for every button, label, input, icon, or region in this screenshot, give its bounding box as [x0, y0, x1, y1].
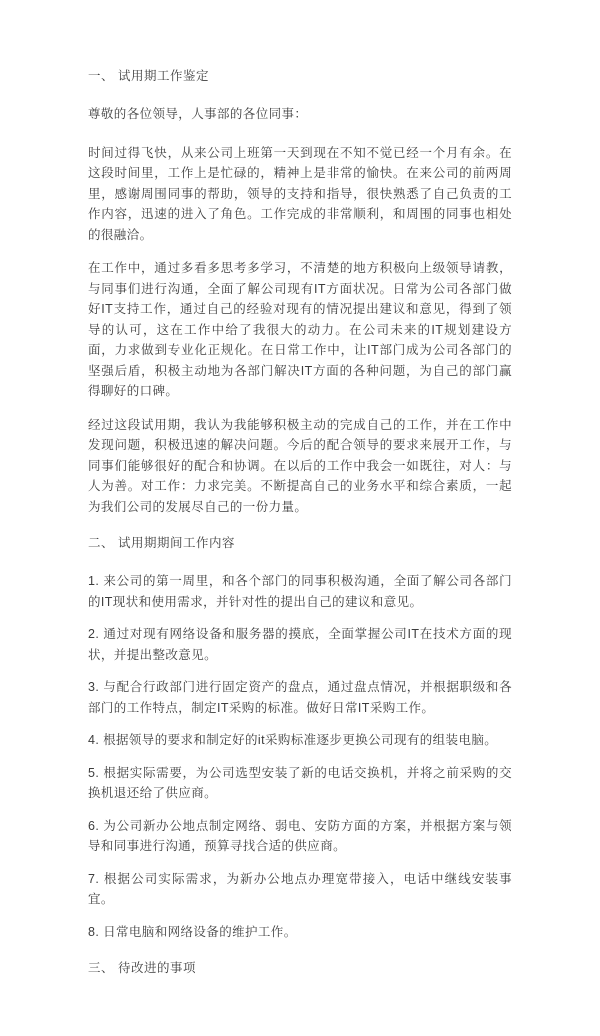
work-item-6: 6. 为公司新办公地点制定网络、弱电、安防方面的方案，并根据方案与领导和同事进行沟通，预算寻找合适的供应商。	[88, 818, 512, 853]
section-2-heading: 二、 试用期期间工作内容	[88, 536, 235, 550]
section-3-heading: 三、 待改进的事项	[88, 961, 196, 975]
section-1-heading: 一、 试用期工作鉴定	[88, 69, 209, 83]
work-item-5: 5. 根据实际需要，为公司选型安装了新的电话交换机，并将之前采购的交换机退还给了供应商。	[88, 765, 512, 800]
work-item-4: 4. 根据领导的要求和制定好的it采购标准逐步更换公司现有的组装电脑。	[88, 733, 498, 747]
paragraph-probation-summary: 经过这段试用期，我认为我能够积极主动的完成自己的工作，并在工作中发现问题，积极迅速的解决问题。今后的配合领导的要求来展开工作，与同事们能够很好的配合和协调。在以后的工作中我会一如既往，对人：与人为善。对工作：力求完美。不断提高自己的业务水平和综合素质，一起为我们公司的发展尽自己的一份力量。	[88, 417, 512, 514]
section-1-body	[88, 143, 512, 518]
work-item-2: 2. 通过对现有网络设备和服务器的摸底，全面掌握公司IT在技术方面的现状，并提出整改意见。	[88, 627, 512, 662]
work-item-7: 7. 根据公司实际需求，为新办公地点办理宽带接入，电话中继线安装事宜。	[88, 871, 512, 906]
paragraph-work-learning: 在工作中，通过多看多思考多学习，不清楚的地方积极向上级领导请教，与同事们进行沟通，全面了解公司现有IT方面状况。日常为公司各部门做好IT支持工作，通过自己的经验对现有的情况提出建议和意见，得到了领导的认可，这在工作中给了我很大的动力。在公司未来的IT规划建设方面，力求做到专业化正规化。在日常工作中，让IT部门成为公司各部门的坚强后盾，积极主动地为各部门解决IT方面的各种问题，为自己的部门赢得聊好的口碑。	[88, 261, 512, 398]
salutation: 尊敬的各位领导，人事部的各位同事：	[88, 107, 308, 121]
paragraph-time-flies: 时间过得飞快，从来公司上班第一天到现在不知不觉已经一个月有余。在这段时间里，工作上是忙碌的，精神上是非常的愉快。在来公司的前两周里，感谢周围同事的帮助，领导的支持和指导，很快熟悉了自己负责的工作内容，迅速的进入了角色。工作完成的非常顺利，和周围的同事也相处的很融洽。	[88, 145, 512, 242]
work-item-3: 3. 与配合行政部门进行固定资产的盘点，通过盘点情况，并根据职级和各部门的工作特点，制定IT采购的标准。做好日常IT采购工作。	[88, 680, 512, 715]
work-item-1: 1. 来公司的第一周里，和各个部门的同事积极沟通，全面了解公司各部门的IT现状和使用需求，并针对性的提出自己的建议和意见。	[88, 574, 512, 609]
work-item-8: 8. 日常电脑和网络设备的维护工作。	[88, 924, 297, 939]
section-2-work-items	[88, 571, 512, 942]
